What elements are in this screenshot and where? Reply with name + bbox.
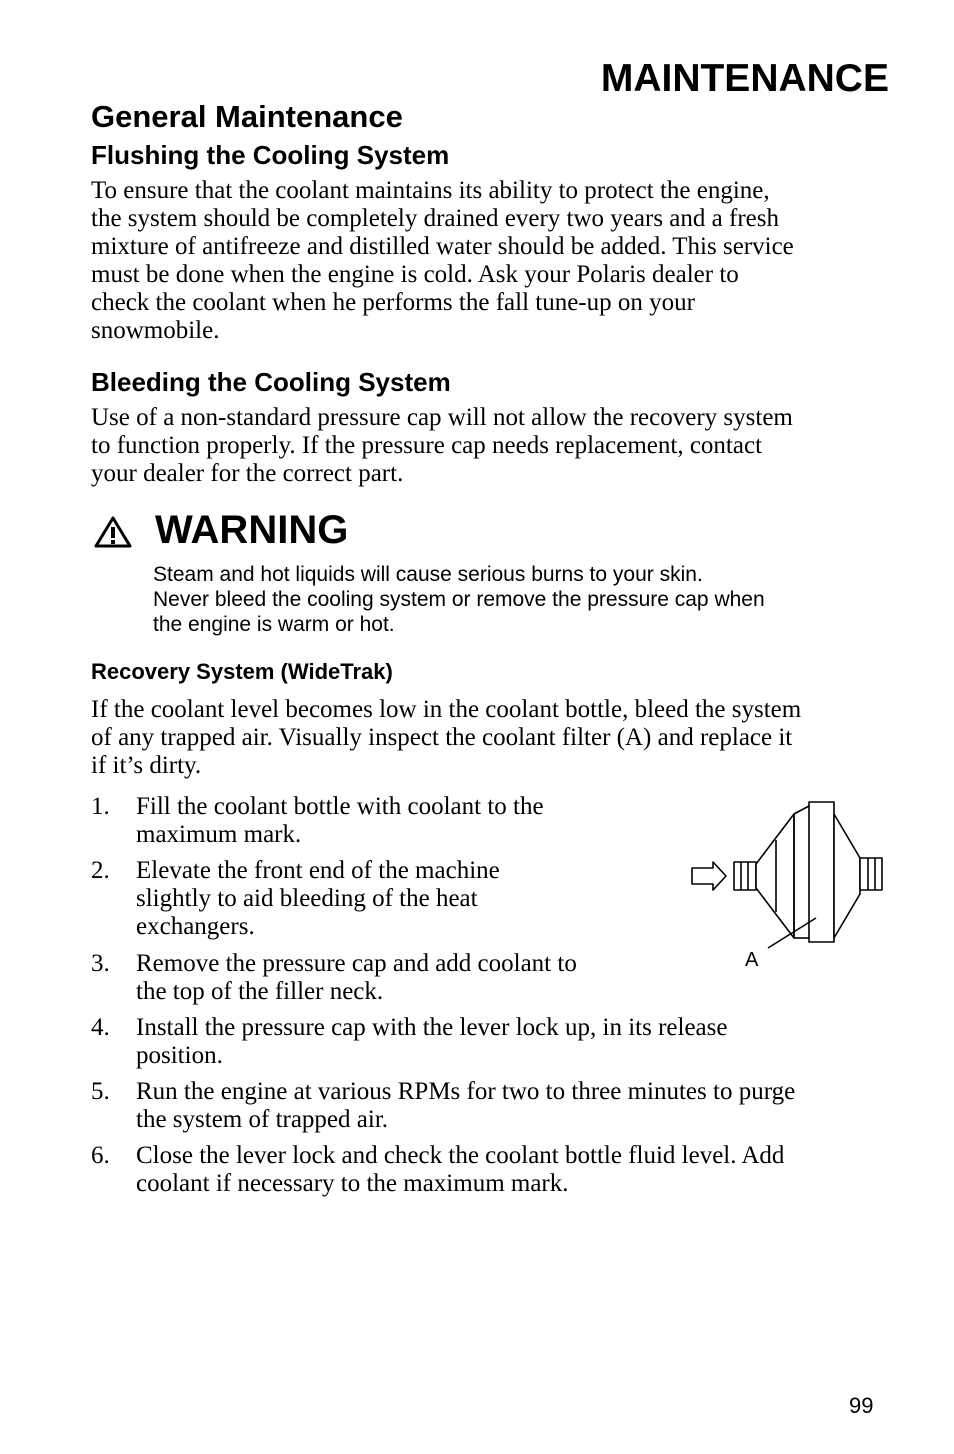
- flushing-line: To ensure that the coolant maintains its ability to protect the engine,: [91, 177, 770, 204]
- flow-arrow-icon: [692, 862, 726, 890]
- general-maintenance-heading: General Maintenance: [91, 99, 403, 134]
- flushing-line: mixture of antifreeze and distilled water should be added. This service: [91, 233, 794, 260]
- step-text: Remove the pressure cap and add coolant to the top of the filler neck.: [136, 950, 577, 1005]
- step-number: 4.: [91, 1014, 110, 1041]
- bleeding-heading: Bleeding the Cooling System: [91, 367, 451, 397]
- warning-line: Steam and hot liquids will cause serious burns to your skin.: [153, 563, 703, 586]
- step-number: 5.: [91, 1078, 110, 1105]
- flushing-line: snowmobile.: [91, 317, 220, 344]
- flushing-line: check the coolant when he performs the fall tune-up on your: [91, 289, 695, 316]
- list-item: [91, 950, 577, 1006]
- flushing-heading: Flushing the Cooling System: [91, 140, 450, 170]
- recovery-paragraph: [91, 696, 891, 780]
- section-title: MAINTENANCE: [600, 57, 889, 100]
- bleeding-line: your dealer for the correct part.: [91, 460, 404, 487]
- bleeding-line: Use of a non-standard pressure cap will not allow the recovery system: [91, 404, 793, 431]
- flushing-paragraph: [91, 177, 891, 345]
- figure-label-a: A: [745, 949, 759, 971]
- step-text: Fill the coolant bottle with coolant to the maximum mark.: [136, 793, 544, 848]
- flushing-line: the system should be completely drained every two years and a fresh: [91, 205, 779, 232]
- step-number: 6.: [91, 1142, 110, 1169]
- recovery-line: If the coolant level becomes low in the coolant bottle, bleed the system: [91, 696, 802, 723]
- list-item: [91, 1014, 727, 1070]
- recovery-heading: Recovery System (WideTrak): [91, 659, 393, 684]
- list-item: [91, 857, 500, 941]
- step-text: Run the engine at various RPMs for two to three minutes to purge the system of trapped air.: [136, 1078, 796, 1133]
- step-number: 1.: [91, 793, 110, 820]
- recovery-line: if it’s dirty.: [91, 752, 202, 779]
- coolant-filter-illustration: [688, 800, 888, 950]
- step-number: 2.: [91, 857, 110, 884]
- flushing-line: must be done when the engine is cold. Ask your Polaris dealer to: [91, 261, 739, 288]
- list-item: [91, 1142, 784, 1198]
- warning-triangle-icon: [94, 516, 132, 548]
- list-item: [91, 793, 544, 849]
- step-text: Install the pressure cap with the lever lock up, in its release position.: [136, 1014, 728, 1069]
- bleeding-paragraph: [91, 404, 891, 488]
- list-item: [91, 1078, 795, 1134]
- warning-text: [153, 562, 913, 637]
- step-text: Elevate the front end of the machine slightly to aid bleeding of the heat exchangers.: [136, 857, 500, 940]
- warning-title: WARNING: [155, 508, 349, 552]
- bleeding-line: to function properly. If the pressure cap needs replacement, contact: [91, 432, 763, 459]
- warning-line: Never bleed the cooling system or remove the pressure cap when: [153, 588, 765, 611]
- page-number: 99: [849, 1393, 874, 1418]
- recovery-line: of any trapped air. Visually inspect the coolant filter (A) and replace it: [91, 724, 793, 751]
- step-number: 3.: [91, 950, 110, 977]
- step-text: Close the lever lock and check the coolant bottle fluid level. Add coolant if necessary to the maximum mark.: [136, 1142, 785, 1197]
- warning-line: the engine is warm or hot.: [153, 613, 395, 636]
